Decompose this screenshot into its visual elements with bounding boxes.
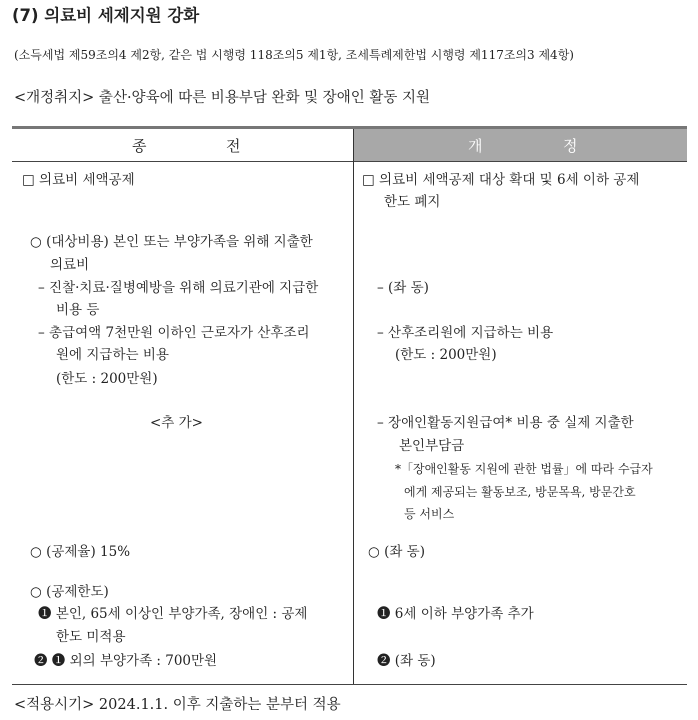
comparison-table (12, 126, 687, 685)
before-limit1-line2: 한도 미적용 (56, 629, 126, 645)
column-divider (353, 129, 354, 684)
after-heading-line1: □ 의료비 세액공제 대상 확대 및 6세 이하 공제 (362, 172, 640, 188)
after-rate: ○ (좌 동) (368, 544, 425, 560)
header-before-1: 종 (132, 137, 147, 155)
effective-date: <적용시기> 2024.1.1. 이후 지출하는 분부터 적용 (14, 697, 341, 713)
after-heading-line2: 한도 폐지 (384, 194, 441, 210)
before-limit2: ❷ ❶ 외의 부양가족 : 700만원 (34, 653, 218, 669)
header-after-2: 정 (563, 137, 578, 155)
before-added-placeholder: <추 가> (150, 415, 203, 431)
after-item2-line2: (한도 : 200만원) (395, 347, 497, 363)
header-before-2: 전 (226, 137, 241, 155)
revision-purpose: <개정취지> 출산·양육에 따른 비용부담 완화 및 장애인 활동 지원 (14, 90, 430, 106)
before-item2-line3: (한도 : 200만원) (56, 371, 158, 387)
after-note-line1: *「장애인활동 지원에 관한 법률」에 따라 수급자 (395, 462, 653, 476)
after-item1: – (좌 동) (377, 280, 429, 296)
before-item2-line2: 원에 지급하는 비용 (56, 347, 169, 363)
before-limit: ○ (공제한도) (30, 584, 109, 600)
after-note-line3: 등 서비스 (404, 507, 455, 521)
after-limit2: ❷ (좌 동) (377, 653, 436, 669)
after-item2-line1: – 산후조리원에 지급하는 비용 (377, 325, 554, 341)
after-note-line2: 에게 제공되는 활동보조, 방문목욕, 방문간호 (404, 485, 636, 499)
before-target-line2: 의료비 (50, 257, 90, 273)
before-item2-line1: – 총급여액 7천만원 이하인 근로자가 산후조리 (38, 325, 310, 341)
after-item3-line2: 본인부담금 (399, 438, 465, 454)
header-divider (12, 161, 687, 162)
after-limit1: ❶ 6세 이하 부양가족 추가 (377, 606, 534, 622)
section-title: (7) 의료비 세제지원 강화 (12, 6, 200, 25)
before-heading: □ 의료비 세액공제 (22, 172, 135, 188)
before-target-line1: ○ (대상비용) 본인 또는 부양가족을 위해 지출한 (30, 234, 313, 250)
after-item3-line1: – 장애인활동지원급여* 비용 중 실제 지출한 (377, 415, 634, 431)
law-references: (소득세법 제59조의4 제2항, 같은 법 시행령 118조의5 제1항, 조세특례제한법 시행령 제117조의3 제4항) (14, 48, 574, 62)
before-item1-line1: – 진찰·치료·질병예방을 위해 의료기관에 지급한 (38, 280, 319, 296)
header-after-bg (353, 129, 687, 161)
before-limit1-line1: ❶ 본인, 65세 이상인 부양가족, 장애인 : 공제 (38, 606, 308, 622)
header-after-1: 개 (468, 137, 483, 155)
before-item1-line2: 비용 등 (56, 302, 100, 318)
before-rate: ○ (공제율) 15% (30, 544, 131, 560)
